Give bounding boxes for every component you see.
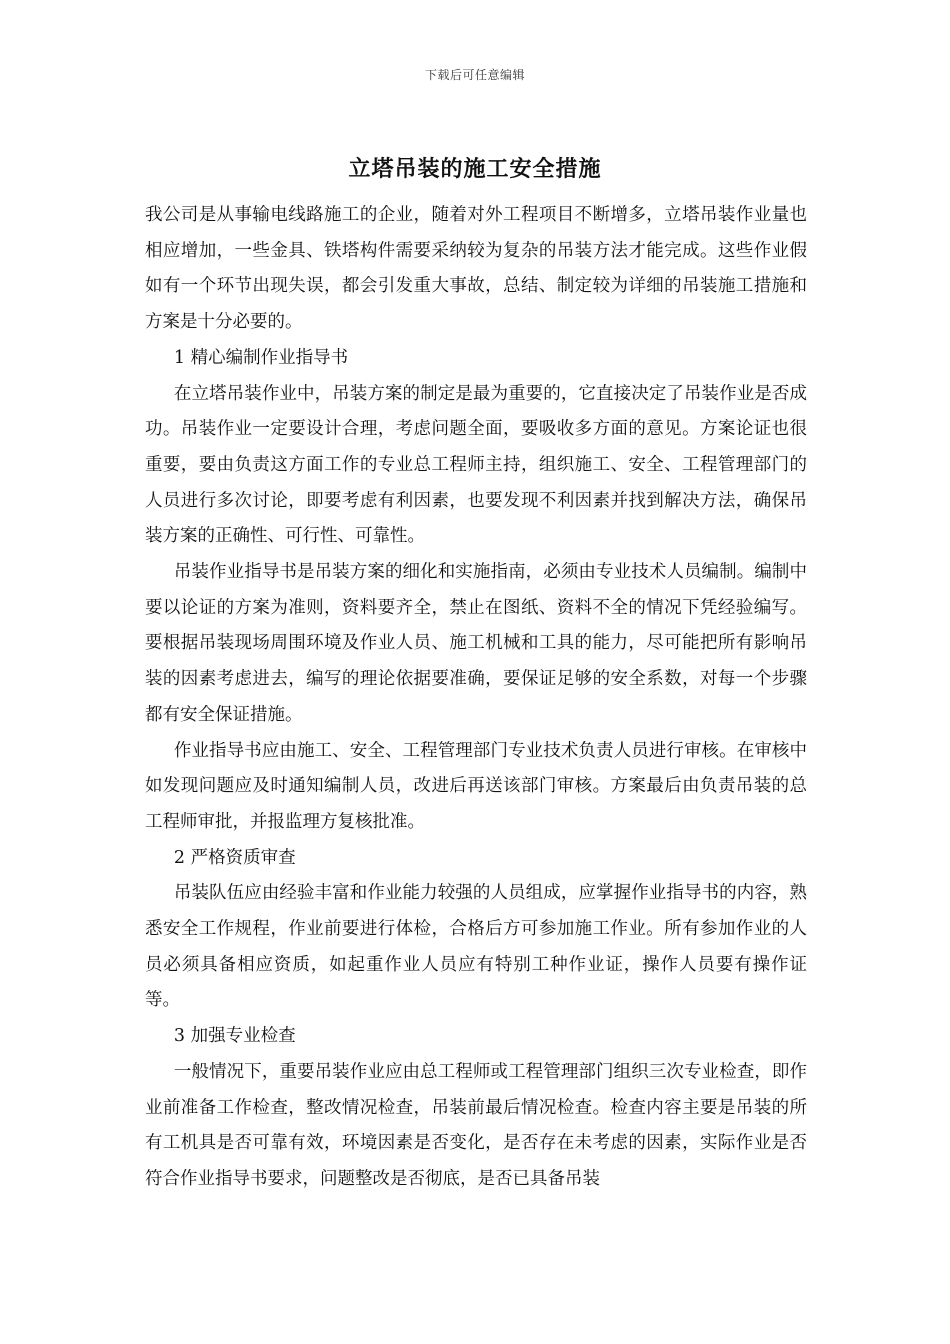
intro-paragraph: 我公司是从事输电线路施工的企业，随着对外工程项目不断增多，立塔吊装作业量也相应增加，一些金具、铁塔构件需要采纳较为复杂的吊装方法才能完成。这些作业假如有一个环节出现失误，都会引发重大事故，总结、制定较为详细的吊装施工措施和方案是十分必要的。 [145, 205, 807, 333]
section-heading-1: 1 精心编制作业指导书 [173, 347, 349, 368]
section-heading-2: 2 严格资质审查 [173, 847, 296, 868]
header-note: 下载后可任意编辑 [424, 68, 525, 82]
section-1-paragraph-3: 作业指导书应由施工、安全、工程管理部门专业技术负责人员进行审核。在审核中如发现问题应及时通知编制人员，改进后再送该部门审核。方案最后由负责吊装的总工程师审批，并报监理方复核批准。 [145, 740, 807, 832]
document-title: 立塔吊装的施工安全措施 [348, 156, 602, 182]
document-body [145, 198, 807, 1198]
section-2-paragraph-1: 吊装队伍应由经验丰富和作业能力较强的人员组成，应掌握作业指导书的内容，熟悉安全工作规程，作业前要进行体检，合格后方可参加施工作业。所有参加作业的人员必须具备相应资质，如起重作业人员应有特别工种作业证，操作人员要有操作证等。 [145, 883, 807, 1011]
section-heading-3: 3 加强专业检查 [173, 1026, 296, 1047]
section-1-paragraph-2: 吊装作业指导书是吊装方案的细化和实施指南，必须由专业技术人员编制。编制中要以论证的方案为准则，资料要齐全，禁止在图纸、资料不全的情况下凭经验编写。要根据吊装现场周围环境及作业人员、施工机械和工具的能力，尽可能把所有影响吊装的因素考虑进去，编写的理论依据要准确，要保证足够的安全系数，对每一个步骤都有安全保证措施。 [145, 562, 807, 725]
section-3-paragraph-1: 一般情况下，重要吊装作业应由总工程师或工程管理部门组织三次专业检查，即作业前准备工作检查，整改情况检查，吊装前最后情况检查。检查内容主要是吊装的所有工机具是否可靠有效，环境因素是否变化，是否存在未考虑的因素，实际作业是否符合作业指导书要求，问题整改是否彻底，是否已具备吊装 [145, 1061, 807, 1189]
section-1-paragraph-1: 在立塔吊装作业中，吊装方案的制定是最为重要的，它直接决定了吊装作业是否成功。吊装作业一定要设计合理，考虑问题全面，要吸收多方面的意见。方案论证也很重要，要由负责这方面工作的专业总工程师主持，组织施工、安全、工程管理部门的人员进行多次讨论，即要考虑有利因素，也要发现不利因素并找到解决方法，确保吊装方案的正确性、可行性、可靠性。 [145, 383, 807, 547]
